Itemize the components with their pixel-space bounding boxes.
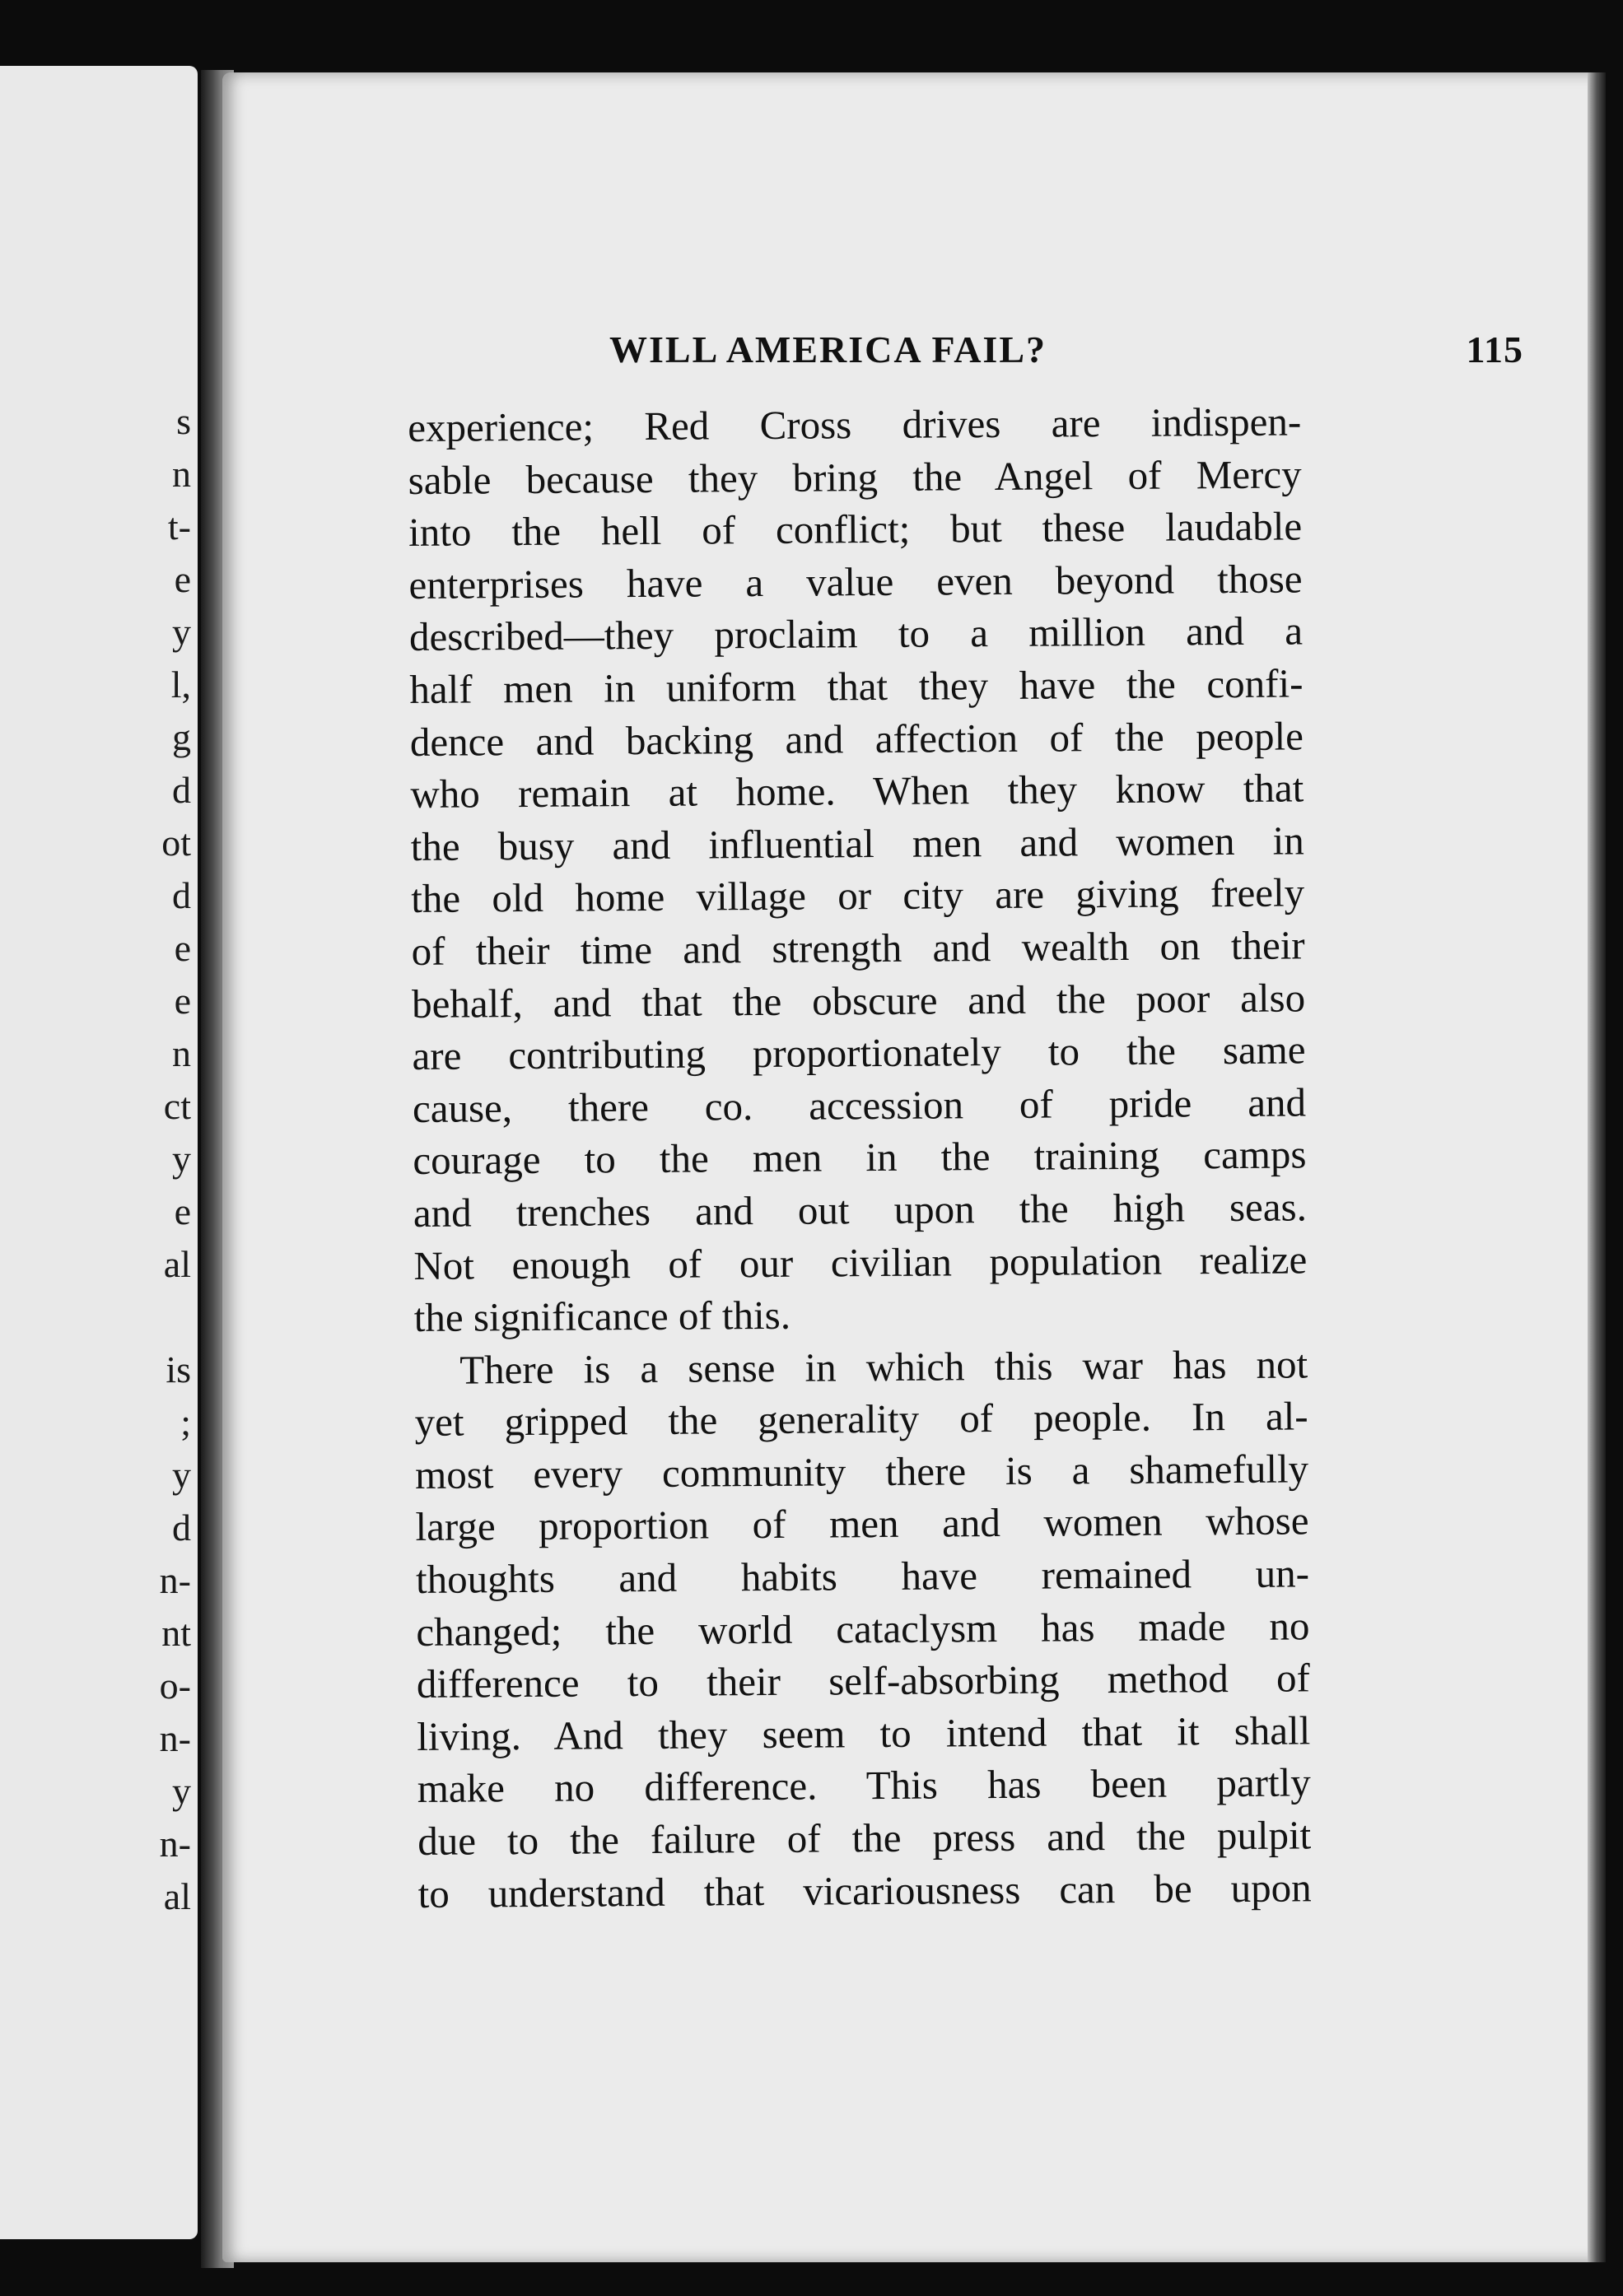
- fragment: y: [172, 1454, 191, 1496]
- fragment: n: [172, 1032, 191, 1074]
- text-line: most every community there is a shamefully: [414, 1446, 1309, 1497]
- text-line: living. And they seem to intend that it shall: [417, 1707, 1311, 1759]
- fragment: y: [172, 1770, 191, 1812]
- text-line: described—they proclaim to a million and a: [408, 608, 1304, 660]
- fragment: y: [172, 611, 191, 653]
- running-title: WILL AMERICA FAIL?: [609, 328, 1047, 370]
- text-line: enterprises have a value even beyond those: [408, 556, 1303, 608]
- text-line: the significance of this.: [413, 1292, 791, 1341]
- text-line: changed; the world cataclysm has made no: [416, 1603, 1310, 1655]
- fragment: o-: [159, 1665, 191, 1707]
- page-edge-shadow: [1588, 72, 1606, 2262]
- text-line: sable because they bring the Angel of Mercy: [408, 451, 1302, 503]
- fragment: e: [174, 558, 191, 600]
- fragment: n-: [159, 1717, 191, 1759]
- text-line: the old home village or city are giving freely: [411, 869, 1305, 922]
- facing-page-text-fragments: [160, 395, 191, 1923]
- text-line: cause, there co. accession of pride and: [412, 1079, 1307, 1131]
- running-header: [609, 328, 1523, 385]
- text-line: into the hell of conflict; but these laudable: [408, 503, 1303, 556]
- page-number: 115: [1466, 328, 1523, 370]
- fragment: t-: [167, 505, 191, 547]
- fragment: al: [163, 1875, 191, 1917]
- fragment: n-: [159, 1559, 191, 1601]
- text-line: half men in uniform that they have the confi-: [409, 660, 1304, 712]
- text-line: dence and backing and affection of the people: [409, 712, 1304, 765]
- fragment: d: [172, 769, 191, 811]
- body-text: [408, 395, 1312, 1920]
- fragment: e: [174, 980, 191, 1022]
- fragment: n: [172, 453, 191, 495]
- fragment: d: [172, 874, 191, 916]
- text-line: of their time and strength and wealth on their: [411, 922, 1305, 974]
- text-line: difference to their self-absorbing method of: [416, 1655, 1311, 1707]
- text-line: behalf, and that the obscure and the poor also: [411, 974, 1306, 1027]
- book-page: [222, 72, 1606, 2262]
- fragment: s: [176, 400, 191, 442]
- fragment: e: [174, 927, 191, 969]
- text-line: are contributing proportionately to the same: [412, 1027, 1306, 1079]
- fragment: n-: [159, 1823, 191, 1865]
- fragment: d: [172, 1507, 191, 1549]
- fragment: g: [172, 716, 191, 758]
- fragment: [160, 1291, 191, 1344]
- fragment: l,: [170, 664, 191, 706]
- text-line: who remain at home. When they know that: [410, 765, 1304, 817]
- fragment: ot: [161, 822, 191, 864]
- fragment: ct: [163, 1085, 191, 1127]
- text-line: and trenches and out upon the high seas.: [413, 1184, 1308, 1236]
- fragment: is: [166, 1348, 191, 1390]
- text-line: large proportion of men and women whose: [415, 1497, 1309, 1550]
- facing-page-edge: [0, 66, 198, 2239]
- text-line: There is a sense in which this war has not: [459, 1341, 1308, 1393]
- fragment: e: [174, 1190, 191, 1232]
- fragment: nt: [161, 1612, 191, 1654]
- fragment: y: [172, 1138, 191, 1180]
- text-line: thoughts and habits have remained un-: [415, 1550, 1310, 1603]
- text-line: the busy and influential men and women in: [410, 817, 1304, 869]
- text-line: Not enough of our civilian population realize: [413, 1236, 1308, 1288]
- text-line: yet gripped the generality of people. In al-: [414, 1393, 1308, 1446]
- text-line: courage to the men in the training camps: [413, 1131, 1307, 1184]
- text-line: due to the failure of the press and the pulpit: [417, 1812, 1312, 1864]
- text-line: to understand that vicariousness can be upon: [417, 1865, 1312, 1916]
- text-line: make no difference. This has been partly: [417, 1759, 1311, 1812]
- text-line: experience; Red Cross drives are indispen-: [408, 398, 1302, 450]
- fragment: al: [163, 1243, 191, 1285]
- fragment: ;: [180, 1401, 191, 1443]
